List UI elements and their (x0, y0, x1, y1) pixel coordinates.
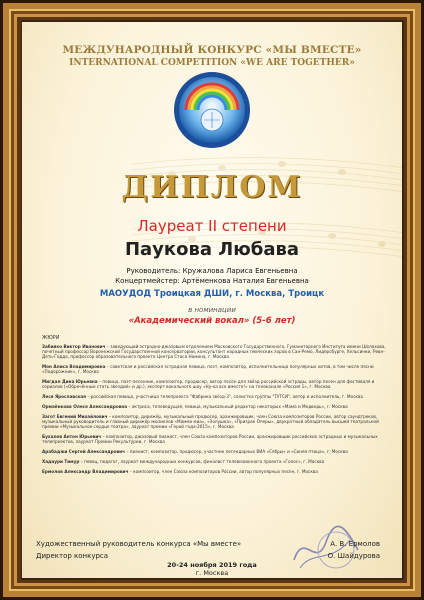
jury-member (42, 434, 387, 444)
director-label: Директор конкурса (36, 552, 109, 560)
jury-member (42, 459, 387, 464)
jury-member-name: Мон Алиса Владимировна (42, 364, 106, 370)
jury-member-name: Хадаури Тимур (42, 458, 80, 464)
competition-title-ru: МЕЖДУНАРОДНЫЙ КОНКУРС «МЫ ВМЕСТЕ» (62, 44, 362, 56)
jury-member (42, 404, 387, 409)
concertmaster-line: Концертмейстер: Артёменкова Наталия Евгеньевна (115, 277, 309, 285)
jury-member-bio: – композитор, член Союза композиторов России, автор популярных песен, г. Москва (128, 468, 318, 474)
competition-city: г. Москва (195, 569, 229, 577)
nomination-label: в номинации (188, 306, 236, 314)
jury-member-bio: – российская певица, участница телепроекта "Фабрика звёзд-3", солистка группы "ТУТСИ", автор и исполнитель, г. Москва (85, 394, 363, 400)
jury-member-bio: – певица, поэт-песенник, композитор, продюсер, автор песен для звёзд российской эстрады, автор песен для фестиваля и сериалов («Обречённые стать звездой» и др.), эксперт вокального шоу «Ну-ка все вместе!» на телеканале «Россия 1», г. Москва (42, 379, 375, 390)
diploma-paper (22, 22, 402, 578)
diploma-title: ДИПЛОМ (121, 170, 303, 205)
recipient-name: Паукова Любава (124, 239, 300, 260)
jury-member (42, 344, 387, 360)
jury-member-bio: – певец, педагог, лауреат международных конкурсов, финалист телевизионного проекта «Голос», г. Москва (79, 458, 325, 464)
nomination-category: «Академический вокал» (5-6 лет) (128, 316, 296, 326)
jury-member (42, 469, 387, 474)
jury-member-bio: – советская и российская эстрадная певица, поэт, композитор, исполнительница популярных хитов, в том числе песни «Подорожник», г. Москва (42, 364, 374, 375)
competition-title-en: INTERNATIONAL COMPETITION «WE ARE TOGETHER» (69, 58, 355, 68)
jury-member (42, 379, 387, 389)
artistic-director-name: А. В. Ермолов (330, 540, 380, 548)
jury-member-bio: – заведующий эстрадно-джазовым отделением Московского Государственного, Гуманитарного Института имени Шолохова, почетный профессор Воронежской Государственной консерватории, консультант народных певческих хоров в Сан-Ремо, Лидерсбурге, Хельсинки, Ревн-Деть-Годда, профессор образовательного проекта Центра Стаса Намина, г. Москва (42, 344, 386, 360)
jury-member-name: Арабаджи Сергей Александрович (42, 449, 125, 454)
jury-member (42, 394, 387, 399)
director-name: О. Шайдурова (327, 552, 380, 560)
jury-member-bio: – композитор, дирижёр, музыкальный продюсер, аранжировщик, член Союза композиторов России, автор саундтреков, музыкальный руководитель и главный дирижёр мюзиклов «Мамма миа», «Золушка», «Призрак Оперы», двукратный обладатель высшей театральной премии «Музыкальное сердце театра», лауреат премии «Герой года-2015», г. Москва (42, 413, 379, 430)
jury-member-bio: – композитор, джазовый пианист, член Союза композиторов России, аранжировщик российских эстрадных и музыкальных телепроектов, лауреат Премии Рекультурии, г. Москва (42, 434, 378, 445)
school-name: МАОУДОД Троицкая ДШИ, г. Москва, Троицк (99, 289, 325, 299)
jury-member (42, 449, 387, 454)
jury-member-name: Мигдал Дина Юрьевна (42, 379, 98, 385)
competition-dates: 20-24 ноября 2019 года (167, 561, 257, 569)
jury-member-name: Бухалов Антон Юрьевич (42, 434, 102, 439)
degree-label: Лауреат II степени (137, 217, 287, 235)
jury-member-bio: – пианист, композитор, продюсер, участник легендарных ВИА «Сябры» и «Синяя птица», г. Москва (125, 449, 348, 454)
jury-member-name: Ермолов Александр Владимирович (42, 468, 129, 474)
jury-heading: ЖЮРИ (42, 335, 60, 341)
artistic-director-label: Художественный руководитель конкурса «Мы вместе» (36, 540, 242, 548)
jury-member (42, 414, 387, 430)
jury-member-bio: – актриса, телеведущая, певица, музыкальный редактор некоторых «Мама и Медведь», г. Москва (127, 404, 348, 409)
jury-member-name: Ормаёнкова Олеся Александровна (42, 404, 128, 409)
jury-member-name: Леся Ярославская (42, 394, 86, 400)
competition-logo (172, 70, 252, 150)
jury-list (42, 344, 387, 478)
jury-member (42, 364, 387, 374)
leader-line: Руководитель: Кружалова Лариса Евгеньевна (126, 267, 298, 275)
jury-member-name: Загот Евгений Михайлович (42, 413, 108, 419)
jury-member-name: Забияко Виктор Иванович (42, 344, 106, 349)
